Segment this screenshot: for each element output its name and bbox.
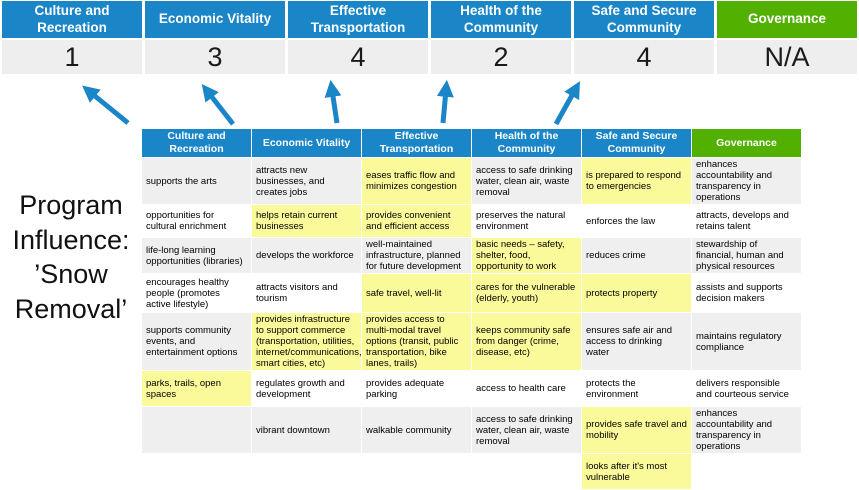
table-cell: attracts new businesses, and creates jobs [252,158,362,205]
table-body [142,158,802,490]
table-cell: provides safe travel and mobility [582,407,692,454]
summary-category [2,1,142,74]
table-cell: maintains regulatory compliance [692,313,802,371]
table-cell: access to safe drinking water, clean air, waste removal [472,158,582,205]
table-cell: delivers responsible and courteous service [692,371,802,407]
summary-category [717,1,857,74]
table-header-cell: Effective Transportation [362,129,472,158]
table-cell: access to safe drinking water, clean air, waste removal [472,407,582,454]
table-cell: walkable community [362,407,472,454]
table-cell: regulates growth and development [252,371,362,407]
category-header: Governance [717,1,857,38]
category-score: N/A [717,40,857,74]
up-arrow-icon [556,90,575,124]
arrows-overlay [0,82,660,132]
table-header-cell: Culture and Recreation [142,129,252,158]
table-cell: protects property [582,274,692,313]
table-row [142,158,802,205]
table-cell: provides access to multi-modal travel options (transit, public transportation, bike lanes, trails) [362,313,472,371]
table-cell: preserves the natural environment [472,205,582,238]
table-cell: vibrant downtown [252,407,362,454]
summary-band [0,0,859,74]
category-header: Safe and Secure Community [574,1,714,38]
table-cell: enhances accountability and transparency in operations [692,407,802,454]
table-cell: supports community events, and entertainment options [142,313,252,371]
table-header-cell: Governance [692,129,802,158]
table-cell: access to health care [472,371,582,407]
category-header: Effective Transportation [288,1,428,38]
category-score: 1 [2,40,142,74]
table-cell: stewardship of financial, human and physical resources [692,238,802,274]
category-score: 2 [431,40,571,74]
table-cell: eases traffic flow and minimizes congestion [362,158,472,205]
summary-category [431,1,571,74]
category-score: 4 [574,40,714,74]
table-row [142,274,802,313]
table-cell: protects the environment [582,371,692,407]
table-cell: opportunities for cultural enrichment [142,205,252,238]
table-cell: helps retain current businesses [252,205,362,238]
category-header: Economic Vitality [145,1,285,38]
table-cell: encourages healthy people (promotes active lifestyle) [142,274,252,313]
table-cell: reduces crime [582,238,692,274]
table-row [142,313,802,371]
table-cell: cares for the vulnerable (elderly, youth) [472,274,582,313]
category-header: Culture and Recreation [2,1,142,38]
table-cell: supports the arts [142,158,252,205]
table-cell: ensures safe air and access to drinking water [582,313,692,371]
table-cell [362,454,472,490]
table-cell [252,454,362,490]
table-cell [692,454,802,490]
table-cell [142,407,252,454]
table-cell: develops the workforce [252,238,362,274]
table-cell: attracts, develops and retains talent [692,205,802,238]
table-cell: assists and supports decision makers [692,274,802,313]
table-header-cell: Health of the Community [472,129,582,158]
summary-category [574,1,714,74]
category-score: 3 [145,40,285,74]
summary-category [145,1,285,74]
table-row [142,238,802,274]
table-cell: life-long learning opportunities (libraries) [142,238,252,274]
table-cell: keeps community safe from danger (crime, disease, etc) [472,313,582,371]
up-arrow-icon [332,90,337,123]
category-header: Health of the Community [431,1,571,38]
table-cell: provides convenient and efficient access [362,205,472,238]
table-cell: attracts visitors and tourism [252,274,362,313]
table-cell: provides infrastructure to support commerce (transportation, utilities, internet/communications, smart cities, etc) [252,313,362,371]
table-cell: enhances accountability and transparency in operations [692,158,802,205]
table-cell: well-maintained infrastructure, planned for future development [362,238,472,274]
table-header-cell: Safe and Secure Community [582,129,692,158]
table-cell: enforces the law [582,205,692,238]
table-row [142,454,802,490]
table-cell [142,454,252,490]
up-arrow-icon [90,92,128,123]
table-row [142,371,802,407]
summary-category [288,1,428,74]
category-score: 4 [288,40,428,74]
table-row [142,205,802,238]
table-cell [472,454,582,490]
table-cell: parks, trails, open spaces [142,371,252,407]
table-row [142,407,802,454]
table-cell: safe travel, well-lit [362,274,472,313]
table-cell: provides adequate parking [362,371,472,407]
table-cell: basic needs – safety, shelter, food, opportunity to work [472,238,582,274]
table-cell: looks after it's most vulnerable [582,454,692,490]
up-arrow-icon [208,92,233,124]
up-arrow-icon [443,90,446,123]
page-title: Program Influence: ’Snow Removal’ [12,190,130,324]
table-header-cell: Economic Vitality [252,129,362,158]
table-header-row [142,129,802,158]
table-cell: is prepared to respond to emergencies [582,158,692,205]
influence-table [141,128,802,490]
